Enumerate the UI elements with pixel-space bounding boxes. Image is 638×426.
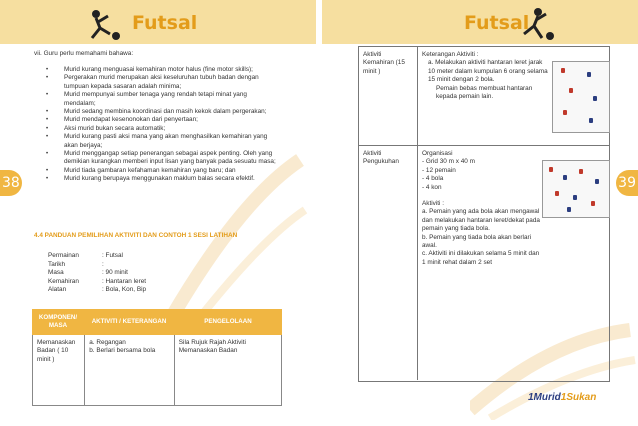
player-marker — [573, 195, 577, 200]
player-marker — [563, 110, 567, 115]
player-marker — [549, 167, 553, 172]
info-key: Masa — [48, 269, 64, 277]
info-row — [48, 252, 146, 261]
info-value: : Hantaran leret — [102, 277, 147, 285]
page-spine — [316, 0, 322, 426]
player-marker — [555, 191, 559, 196]
player-marker — [569, 88, 573, 93]
futsal-player-icon — [86, 6, 126, 42]
aktiviti-b: b. Berlari bersama bola — [89, 347, 156, 355]
organisasi-heading: Organisasi — [422, 150, 453, 157]
column-header-aktiviti: AKTIVITI / KETERANGAN — [91, 318, 167, 325]
player-marker — [591, 201, 595, 206]
session-info — [48, 252, 146, 295]
drill-diagram-1 — [552, 61, 610, 133]
player-marker — [567, 207, 571, 212]
row-label-kemahiran: Aktiviti Kemahiran (15 minit ) — [359, 47, 418, 145]
cell-pengelolaan: Sila Rujuk Rajah Aktiviti Memanaskan Badan — [178, 339, 246, 355]
info-key: Kemahiran — [48, 277, 79, 285]
list-item: • Murid kurang berupaya menggunakan maklum balas secara efektif. — [46, 175, 276, 183]
player-marker — [579, 169, 583, 174]
info-value: : Futsal — [102, 252, 123, 259]
info-key: Tarikh — [48, 260, 66, 268]
list-item: • Murid sedang membina koordinasi dan masih kekok dalam pergerakan; — [46, 108, 276, 116]
player-marker — [595, 179, 599, 184]
player-marker — [593, 96, 597, 101]
list-item: • Murid mendapat kesenonokan dari penyertaan; — [46, 116, 276, 124]
aktiviti-item-b: b. Pemain yang tiada bola akan berlari awal. — [422, 233, 532, 250]
player-marker — [561, 68, 565, 73]
keterangan-text-a: a. Melakukan aktiviti hantaran leret jarak 10 meter dalam kumpulan 6 orang selama 15 minit dengan 2 bola. — [428, 59, 548, 84]
cell-aktiviti — [85, 335, 175, 405]
table-row — [32, 335, 282, 406]
drill-diagram-2 — [542, 160, 610, 218]
aktiviti-item-c: c. Aktiviti ini dilakukan selama 5 minit dan 1 minit rehat dalam 2 set — [422, 250, 540, 266]
row-content-kemahiran — [418, 47, 609, 145]
info-value: : 90 minit — [102, 269, 128, 277]
table-header — [32, 309, 282, 335]
keterangan-text-b: Pemain bebas membuat hantaran kepada pemain lain. — [436, 84, 533, 101]
list-item: • Murid menggangap setiap penerangan sebagai aspek penting. Oleh yang demikian kurangkan memberi input lisan yang banyak pada sesuatu masa; — [46, 150, 276, 167]
info-row — [48, 261, 146, 270]
info-row — [48, 269, 146, 278]
list-item: • Murid kurang menguasai kemahiran motor halus (fine motor skills); — [46, 66, 276, 74]
list-item: • Murid mempunyai sumber tenaga yang rendah tetapi minat yang mendalam; — [46, 91, 276, 108]
cell-komponen: Memanaskan Badan ( 10 minit ) — [33, 335, 85, 405]
activity-table — [358, 46, 610, 382]
futsal-player-icon — [518, 6, 558, 42]
page-number-left: 38 — [0, 170, 22, 196]
list-item: • Aksi murid bukan secara automatik; — [46, 125, 276, 133]
list-item: • Murid kurang pasti aksi mana yang akan menghasilkan kemahiran yang akan berjaya; — [46, 133, 276, 150]
right-header-title: Futsal — [464, 12, 530, 34]
training-table — [32, 309, 282, 406]
row-content-pengukuhan — [418, 146, 609, 380]
aktiviti-a: a. Regangan — [89, 339, 126, 346]
info-value: : Bola, Kon, Bip — [102, 286, 147, 294]
left-header-title: Futsal — [132, 12, 198, 34]
list-item: • Pergerakan murid merupakan aksi keseluruhan tubuh badan dengan tumpuan kepada sasaran adalah minima; — [46, 74, 276, 91]
brand-part1: 1Murid — [528, 392, 561, 403]
keterangan-heading: Keterangan Aktiviti : — [422, 51, 479, 58]
info-key: Alatan — [48, 286, 67, 294]
organisasi-item: - 12 pemain — [422, 166, 456, 174]
organisasi-item: - Grid 30 m x 40 m — [422, 158, 475, 166]
right-page-header — [322, 0, 638, 44]
column-header-pengelolaan: PENGELOLAAN — [204, 318, 252, 325]
player-marker — [587, 72, 591, 77]
left-page-header — [0, 0, 316, 44]
organisasi-item: - 4 bola — [422, 175, 444, 183]
brand-logo — [528, 392, 596, 403]
page-number-right: 39 — [616, 170, 638, 196]
player-marker — [563, 175, 567, 180]
brand-part2: 1Sukan — [560, 392, 597, 403]
bullet-list — [46, 66, 276, 184]
table-row — [359, 146, 609, 380]
section-heading: 4.4 PANDUAN PEMILIHAN AKTIVITI DAN CONTOH 1 SESI LATIHAN — [34, 232, 238, 239]
table-row — [359, 47, 609, 146]
player-marker — [589, 118, 593, 123]
info-value: : — [102, 260, 104, 268]
aktiviti-item-a: a. Pemain yang ada bola akan mengawal dan melakukan hantaran leret/dekat pada pemain yang tiada bola. — [422, 208, 540, 233]
organisasi-item: - 4 kon — [422, 183, 442, 191]
list-item: • Murid tiada gambaran kefahaman kemahiran yang baru; dan — [46, 167, 276, 175]
row-label-pengukuhan: Aktiviti Pengukuhan — [359, 146, 418, 380]
info-row — [48, 286, 146, 295]
intro-text: vii. Guru perlu memahami bahawa: — [34, 50, 134, 57]
info-key: Permainan — [48, 252, 79, 259]
aktiviti-heading: Aktiviti : — [422, 200, 445, 208]
info-row — [48, 278, 146, 287]
column-header-komponen: KOMPONEN/ MASA — [38, 314, 78, 329]
